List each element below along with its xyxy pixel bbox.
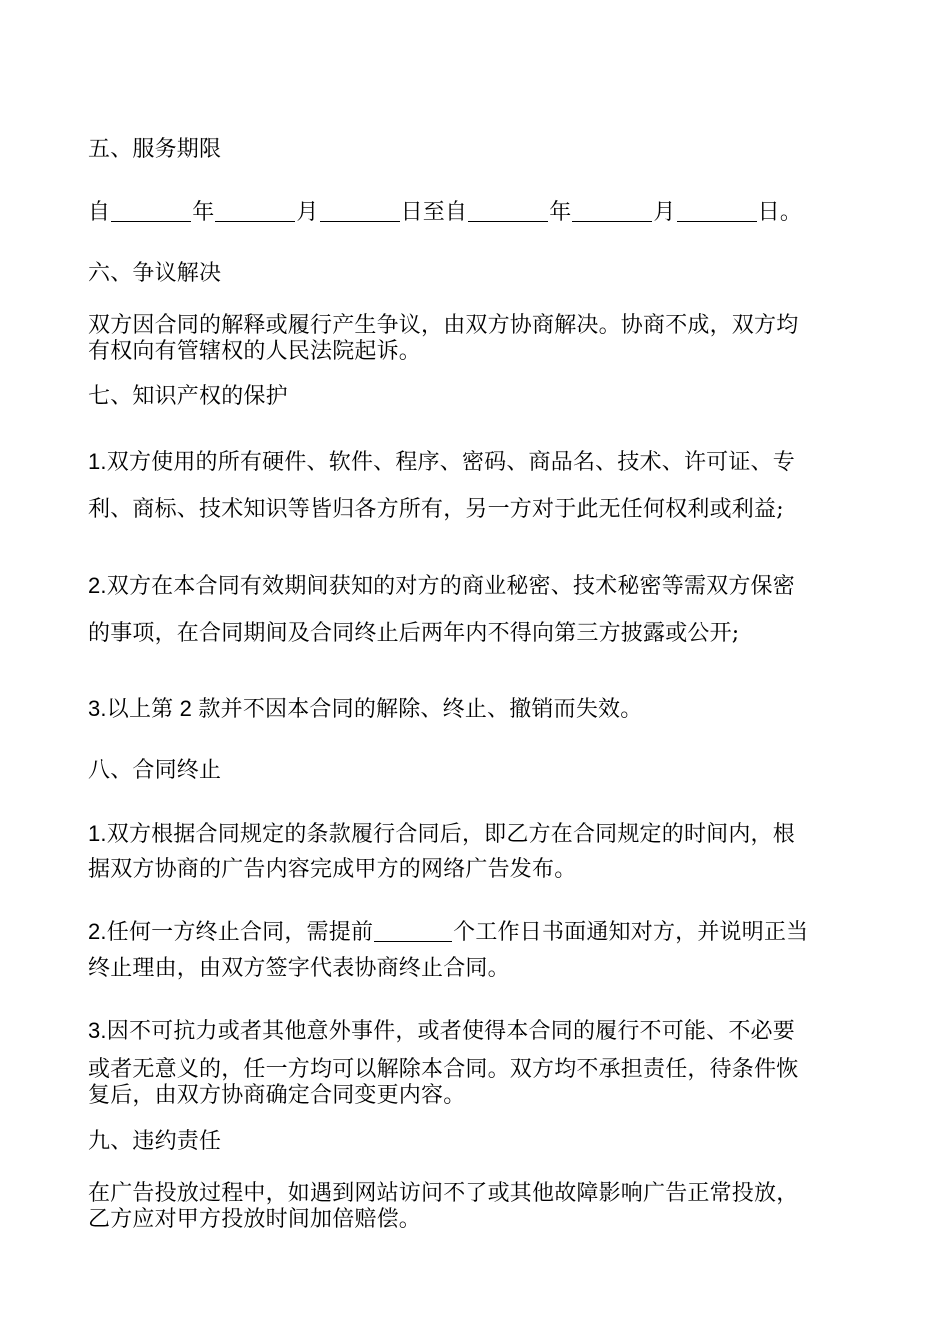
termination-item-3-line bbox=[88, 1018, 795, 1045]
start-year-blank[interactable] bbox=[111, 199, 191, 222]
section-six-heading: 六、争议解决 bbox=[88, 261, 222, 286]
item-number: 3. bbox=[88, 696, 107, 721]
termination-item-2-text: 任何一方终止合同，需提前 bbox=[106, 920, 374, 945]
start-day-blank[interactable] bbox=[320, 199, 400, 222]
termination-item-2-text: 个工作日书面通知对方，并说明正当 bbox=[453, 920, 809, 945]
item-number: 1. bbox=[88, 821, 107, 846]
termination-item-1-line: 据双方协商的广告内容完成甲方的网络广告发布。 bbox=[88, 857, 577, 882]
termination-item-3-line: 复后，由双方协商确定合同变更内容。 bbox=[88, 1083, 466, 1108]
section-seven-heading: 七、知识产权的保护 bbox=[88, 384, 288, 409]
item-number: 2. bbox=[88, 573, 107, 598]
ip-item-2-line: 的事项，在合同期间及合同终止后两年内不得向第三方披露或公开; bbox=[88, 621, 740, 646]
dispute-text-line: 双方因合同的解释或履行产生争议，由双方协商解决。协商不成，双方均 bbox=[88, 313, 799, 338]
clause-number: 2 bbox=[173, 696, 199, 721]
month-label: 月 bbox=[653, 200, 676, 225]
item-number: 1. bbox=[88, 449, 107, 474]
termination-item-1-line bbox=[88, 821, 795, 848]
section-five-heading: 五、服务期限 bbox=[88, 137, 222, 162]
item-number: 3. bbox=[88, 1018, 107, 1043]
item-number: 2. bbox=[88, 919, 107, 944]
section-nine-heading: 九、违约责任 bbox=[88, 1129, 222, 1154]
liability-text-line: 在广告投放过程中，如遇到网站访问不了或其他故障影响广告正常投放， bbox=[88, 1181, 799, 1206]
date-from-label: 自 bbox=[88, 200, 111, 225]
start-month-blank[interactable] bbox=[215, 199, 295, 222]
termination-item-2-line bbox=[88, 919, 808, 946]
year-label: 年 bbox=[549, 200, 572, 225]
ip-item-2-text: 双方在本合同有效期间获知的对方的商业秘密、技术秘密等需双方保密 bbox=[106, 574, 795, 599]
ip-item-1-text: 双方使用的所有硬件、软件、程序、密码、商品名、技术、许可证、专 bbox=[106, 450, 795, 475]
termination-item-3-line: 或者无意义的，任一方均可以解除本合同。双方均不承担责任，待条件恢 bbox=[88, 1057, 799, 1082]
ip-item-1-line: 利、商标、技术知识等皆归各方所有，另一方对于此无任何权利或利益; bbox=[88, 497, 784, 522]
ip-item-3-text: 以上第 bbox=[106, 697, 174, 722]
end-month-blank[interactable] bbox=[572, 199, 652, 222]
day-to-label: 日至自 bbox=[400, 200, 468, 225]
ip-item-3-text: 款并不因本合同的解除、终止、撤销而失效。 bbox=[198, 697, 643, 722]
month-label: 月 bbox=[296, 200, 319, 225]
end-day-blank[interactable] bbox=[677, 199, 757, 222]
liability-text-line: 乙方应对甲方投放时间加倍赔偿。 bbox=[88, 1207, 422, 1232]
service-period-line bbox=[88, 199, 802, 226]
ip-item-3-line bbox=[88, 696, 642, 723]
section-eight-heading: 八、合同终止 bbox=[88, 758, 222, 783]
day-end-label: 日。 bbox=[757, 200, 803, 225]
termination-item-2-line: 终止理由，由双方签字代表协商终止合同。 bbox=[88, 956, 510, 981]
ip-item-1-line bbox=[88, 449, 795, 476]
year-label: 年 bbox=[192, 200, 215, 225]
termination-item-1-text: 双方根据合同规定的条款履行合同后，即乙方在合同规定的时间内，根 bbox=[106, 822, 795, 847]
end-year-blank[interactable] bbox=[468, 199, 548, 222]
dispute-text-line: 有权向有管辖权的人民法院起诉。 bbox=[88, 339, 422, 364]
ip-item-2-line bbox=[88, 573, 795, 600]
termination-item-3-text: 因不可抗力或者其他意外事件，或者使得本合同的履行不可能、不必要 bbox=[106, 1019, 795, 1044]
notice-days-blank[interactable] bbox=[374, 919, 452, 942]
